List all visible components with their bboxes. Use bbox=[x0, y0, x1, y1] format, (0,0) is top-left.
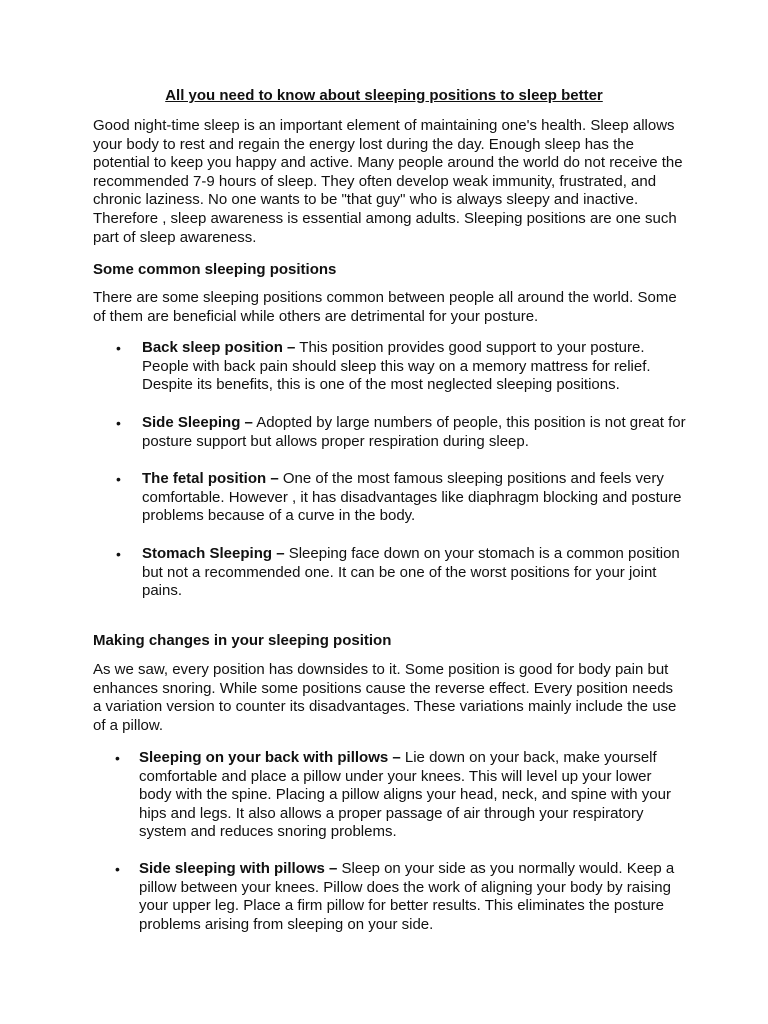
list-item-stomach-sleeping bbox=[116, 545, 687, 601]
intro-paragraph: Good night-time sleep is an important element of maintaining one's health. Sleep allows your body to rest and regain the energy lost during the day. Enough sleep has the potential to keep you happy and active. Many people around the world do not receive the recommended 7-9 hours of sleep. They often develop weak immunity, frustrated, and chronic laziness. No one wants to be "that guy" who is always sleepy and inactive. Therefore , sleep awareness is essential among adults. Sleeping positions are one such part of sleep awareness. bbox=[93, 117, 683, 246]
list-item-back-sleep bbox=[116, 339, 687, 395]
list-item-back-with-pillows bbox=[115, 749, 687, 842]
bullet-icon: • bbox=[116, 415, 121, 431]
section-paragraph-common-positions: There are some sleeping positions common between people all around the world. Some of them are beneficial while others are detrimental for your posture. bbox=[93, 289, 677, 325]
list-item-side-with-pillows bbox=[115, 860, 687, 934]
bullet-icon: • bbox=[115, 750, 120, 766]
page-title: All you need to know about sleeping positions to sleep better bbox=[165, 87, 603, 104]
bullet-icon: • bbox=[116, 340, 121, 356]
list-item-fetal-position bbox=[116, 470, 687, 526]
list-item-term: Stomach Sleeping – bbox=[142, 545, 285, 562]
section-paragraph-making-changes: As we saw, every position has downsides to it. Some position is good for body pain but enhances snoring. While some positions cause the reverse effect. Every position needs a variation version to counter its disadvantages. These variations mainly include the use of a pillow. bbox=[93, 661, 677, 734]
section-heading-making-changes: Making changes in your sleeping position bbox=[93, 632, 392, 649]
list-item-text: This position provides good support to your posture. People with back pain should sleep this way on a memory mattress for relief. Despite its benefits, this is one of the most neglected sleeping positions. bbox=[142, 339, 651, 394]
list-item-text: Sleep on your side as you normally would. Keep a pillow between your knees. Pillow does the work of aligning your body by raising your upper leg. Place a firm pillow for better results. This eliminates the posture problems arising from sleeping on your side. bbox=[139, 860, 675, 933]
section-heading-common-positions: Some common sleeping positions bbox=[93, 261, 337, 278]
list-item-text: Lie down on your back, make yourself comfortable and place a pillow under your knees. This will level up your lower body with the spine. Placing a pillow aligns your head, neck, and spine with your hips and legs. It also allows a proper passage of air through your respiratory system and reduces snoring problems. bbox=[139, 749, 671, 841]
list-item-text: Adopted by large numbers of people, this position is not great for posture support but allows proper respiration during sleep. bbox=[142, 414, 686, 450]
list-item-term: Sleeping on your back with pillows – bbox=[139, 749, 401, 766]
list-item-term: The fetal position – bbox=[142, 470, 279, 487]
list-item-term: Back sleep position – bbox=[142, 339, 296, 356]
list-item-side-sleeping bbox=[116, 414, 687, 451]
list-item-text: Sleeping face down on your stomach is a common position but not a recommended one. It can be one of the worst positions for your joint pains. bbox=[142, 545, 680, 600]
bullet-icon: • bbox=[116, 546, 121, 562]
list-item-text: One of the most famous sleeping positions and feels very comfortable. However , it has disadvantages like diaphragm blocking and posture problems because of a curve in the body. bbox=[142, 470, 682, 525]
list-item-term: Side sleeping with pillows – bbox=[139, 860, 338, 877]
list-item-term: Side Sleeping – bbox=[142, 414, 253, 431]
bullet-icon: • bbox=[115, 861, 120, 877]
bullet-icon: • bbox=[116, 471, 121, 487]
